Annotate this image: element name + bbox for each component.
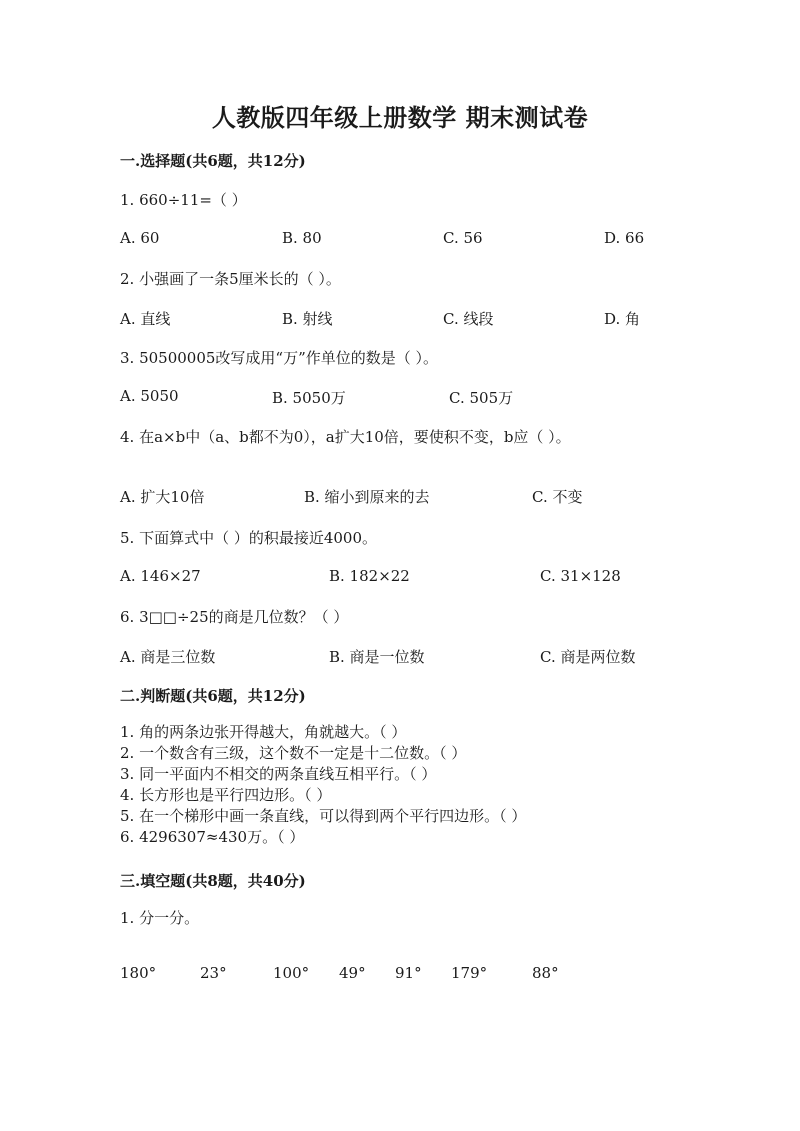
option-b: B. 182×22 [329, 567, 410, 585]
judge-question: 1. 角的两条边张开得越大，角就越大。（ ） [120, 723, 407, 741]
question-stem: 5. 下面算式中（ ）的积最接近4000。 [120, 529, 378, 547]
section-heading-fill: 三.填空题(共8题，共40分) [120, 872, 306, 890]
question-stem: 1. 660÷11=（ ） [120, 191, 247, 209]
section-heading-judge: 二.判断题(共6题，共12分) [120, 687, 306, 705]
option-a: A. 直线 [120, 310, 171, 328]
angle-value: 180° [120, 964, 157, 982]
question-stem: 1. 分一分。 [120, 909, 200, 927]
judge-question: 4. 长方形也是平行四边形。（ ） [120, 786, 332, 804]
judge-question: 3. 同一平面内不相交的两条直线互相平行。（ ） [120, 765, 437, 783]
question-stem: 2. 小强画了一条5厘米长的（ ）。 [120, 270, 341, 288]
option-c: C. 505万 [449, 389, 514, 407]
option-a: A. 60 [120, 229, 160, 247]
judge-question: 6. 4296307≈430万。（ ） [120, 828, 305, 846]
option-a: A. 扩大10倍 [120, 488, 205, 506]
option-b: B. 80 [282, 229, 322, 247]
option-a: A. 商是三位数 [120, 648, 216, 666]
option-b: B. 射线 [282, 310, 333, 328]
option-c: C. 不变 [532, 488, 583, 506]
question-stem: 4. 在a×b中（a、b都不为0），a扩大10倍，要使积不变，b应（ ）。 [120, 428, 571, 446]
question-stem: 3. 50500005改写成用“万”作单位的数是（ ）。 [120, 349, 439, 367]
angle-value: 88° [532, 964, 559, 982]
option-b: B. 商是一位数 [329, 648, 425, 666]
question-stem: 6. 3□□÷25的商是几位数？（ ） [120, 608, 349, 626]
option-c: C. 商是两位数 [540, 648, 636, 666]
angle-value: 91° [395, 964, 422, 982]
angle-value: 49° [339, 964, 366, 982]
option-a: A. 146×27 [120, 567, 201, 585]
page-title: 人教版四年级上册数学 期末测试卷 [211, 103, 589, 132]
option-d: D. 66 [604, 229, 645, 247]
option-c: C. 线段 [443, 310, 494, 328]
option-c: C. 56 [443, 229, 483, 247]
angle-value: 23° [200, 964, 227, 982]
option-c: C. 31×128 [540, 567, 621, 585]
angle-value: 100° [273, 964, 310, 982]
option-b: B. 5050万 [272, 389, 346, 407]
judge-question: 2. 一个数含有三级，这个数不一定是十二位数。（ ） [120, 744, 467, 762]
judge-question: 5. 在一个梯形中画一条直线，可以得到两个平行四边形。（ ） [120, 807, 527, 825]
section-heading-choice: 一.选择题(共6题，共12分) [120, 152, 306, 170]
option-b: B. 缩小到原来的去 [304, 488, 430, 506]
angle-value: 179° [451, 964, 488, 982]
option-d: D. 角 [604, 310, 641, 328]
option-a: A. 5050 [120, 387, 179, 405]
